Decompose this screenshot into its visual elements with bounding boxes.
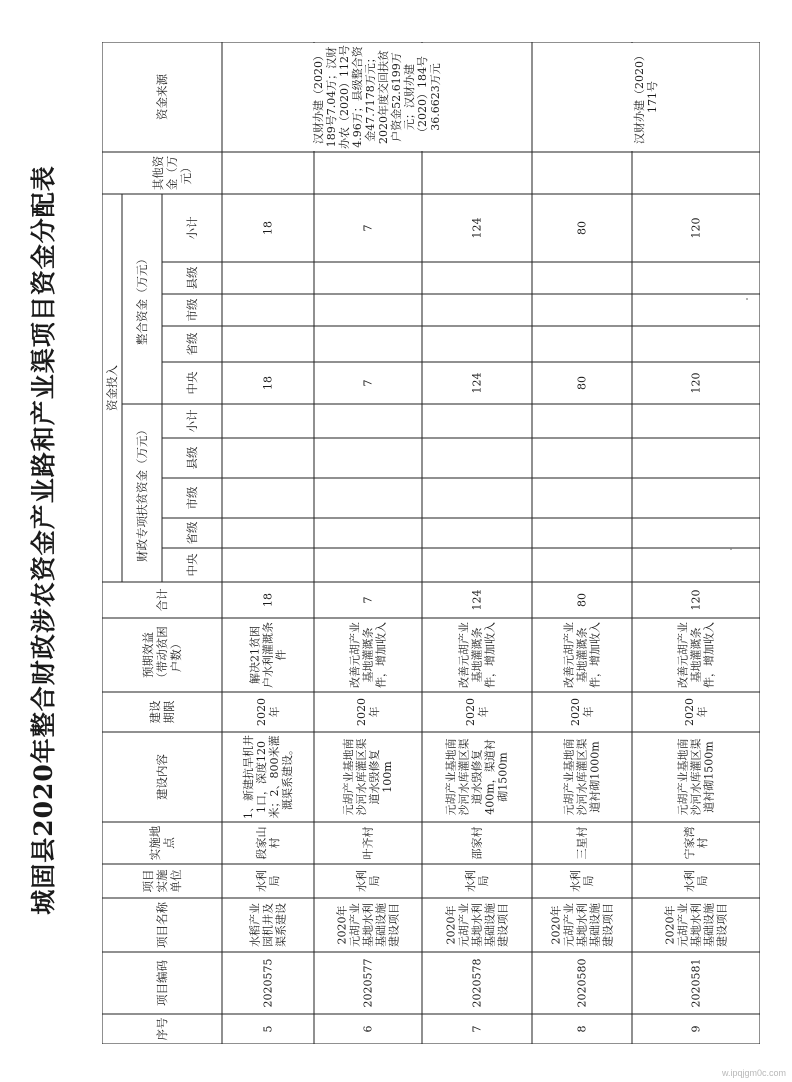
row-total	[532, 582, 632, 618]
source-group-1-text: 汉财办建（2020）189号7.04万；汉财办农（2020）112号4.96万；县级整合资金47.7178万元；2020年度交回扶贫户资金52.6199万元；汉财办建（2020）184号36.6623万元	[312, 45, 442, 149]
row-unit	[314, 864, 422, 898]
row-content-text: 元胡产业基地南沙河水库灌区渠道衬砌1000m	[562, 738, 602, 816]
header-investment	[102, 194, 122, 582]
header-unit	[102, 864, 222, 898]
header-other-cap	[102, 152, 122, 194]
row-integrated-subtotal-text: 80	[575, 221, 589, 235]
row-integrated-subtotal	[532, 194, 632, 262]
header-f-central-text: 中央	[185, 553, 199, 577]
row-integrated-subtotal-text: 120	[689, 217, 703, 239]
row-integrated-central	[222, 362, 314, 404]
row-content-text: 元胡产业基地南沙河水库灌区渠道水毁修复400m，渠道衬砌1500m	[444, 738, 510, 816]
header-int-muni	[162, 294, 222, 326]
row-location	[222, 822, 314, 864]
header-int-central	[162, 362, 222, 404]
row-integrated-central	[422, 362, 532, 404]
row-code-text: 2020578	[470, 958, 484, 1008]
row-total	[314, 582, 422, 618]
row-content-text: 元胡产业基地南沙河水库灌区渠道水毁修复100m	[342, 738, 394, 816]
row-period	[314, 692, 422, 732]
scan-speck	[746, 298, 748, 300]
row-total-text: 80	[575, 593, 589, 607]
header-int-central-text: 中央	[185, 371, 199, 395]
row-name-text: 2020年元胡产业基地水利基础设施建设项目	[549, 903, 615, 947]
header-f-central	[162, 548, 222, 582]
row-location-text: 三星村	[575, 826, 589, 860]
row-content	[532, 732, 632, 822]
header-code-text: 项目编码	[155, 960, 169, 1006]
row-unit-text: 水利局	[683, 870, 709, 892]
row-total	[422, 582, 532, 618]
row-seq	[532, 1014, 632, 1044]
header-fiscal-group	[122, 404, 162, 582]
row-period-text: 2020年	[569, 698, 595, 726]
row-code-text: 2020580	[575, 958, 589, 1008]
header-f-county-text: 县级	[185, 446, 199, 470]
row-integrated-subtotal	[314, 194, 422, 262]
row-seq-text: 9	[689, 1025, 703, 1033]
row-unit	[632, 864, 760, 898]
header-code	[102, 952, 222, 1014]
header-investment-text: 资金投入	[105, 365, 119, 411]
row-seq	[422, 1014, 532, 1044]
row-name-text: 2020年元胡产业基地水利基础设施建设项目	[663, 903, 729, 947]
header-location	[102, 822, 222, 864]
row-code	[422, 952, 532, 1014]
row-name	[422, 898, 532, 952]
header-int-sub-text: 小计	[185, 216, 199, 240]
row-code	[532, 952, 632, 1014]
header-int-prov-text: 省级	[185, 332, 199, 356]
allocation-table	[102, 42, 760, 1044]
row-location	[632, 822, 760, 864]
row-integrated-central-text: 7	[361, 379, 375, 387]
row-benefit-text: 改善元胡产业基地灌溉条件，增加收入	[348, 622, 388, 688]
header-integrated-group	[122, 194, 162, 404]
header-other	[122, 152, 222, 194]
row-seq-text: 7	[470, 1025, 484, 1033]
row-location	[422, 822, 532, 864]
header-seq-text: 序号	[155, 1017, 169, 1041]
row-code-text: 2020577	[361, 958, 375, 1008]
row-benefit	[532, 618, 632, 692]
row-name-text: 2020年元胡产业基地水利基础设施建设项目	[444, 903, 510, 947]
row-integrated-central-text: 80	[575, 376, 589, 390]
row-integrated-subtotal	[222, 194, 314, 262]
header-unit-text: 项目实施单位	[141, 869, 183, 893]
header-int-prov	[162, 326, 222, 362]
header-f-prov	[162, 518, 222, 548]
header-content-text: 建设内容	[155, 754, 169, 800]
row-period	[532, 692, 632, 732]
row-content	[422, 732, 532, 822]
row-seq	[632, 1014, 760, 1044]
header-seq	[102, 1014, 222, 1044]
row-unit-text: 水利局	[464, 870, 490, 892]
header-int-county	[162, 262, 222, 294]
row-period-text: 2020年	[464, 698, 490, 726]
row-benefit	[422, 618, 532, 692]
row-seq-text: 6	[361, 1025, 375, 1033]
header-period-text: 建设期限	[148, 700, 176, 724]
row-location	[532, 822, 632, 864]
row-benefit-text: 改善元胡产业基地灌溉条件，增加收入	[562, 622, 602, 688]
row-code	[632, 952, 760, 1014]
row-benefit	[222, 618, 314, 692]
row-name	[314, 898, 422, 952]
document-title: 城固县2020年整合财政涉农资金产业路和产业渠项目资金分配表	[29, 165, 58, 915]
header-f-muni	[162, 478, 222, 518]
header-int-muni-text: 市级	[185, 298, 199, 322]
header-f-county	[162, 438, 222, 478]
row-integrated-subtotal-text: 7	[361, 224, 375, 232]
row-content	[632, 732, 760, 822]
header-f-sub	[162, 404, 222, 438]
row-code-text: 2020575	[261, 958, 275, 1008]
watermark-text: w.ipqjgm0c.com	[721, 1068, 786, 1078]
row-seq-text: 8	[575, 1025, 589, 1033]
header-int-county-text: 县级	[185, 266, 199, 290]
header-f-sub-text: 小计	[185, 409, 199, 433]
header-source-text: 资金来源	[155, 74, 169, 120]
row-integrated-central	[532, 362, 632, 404]
source-group-1	[222, 42, 532, 152]
row-name-text: 水稻产业园机井及渠系建设	[248, 903, 288, 947]
header-total-text: 合计	[155, 588, 169, 612]
header-period	[102, 692, 222, 732]
header-fiscal-group-text: 财政专项扶贫资金（万元）	[135, 424, 149, 562]
row-location	[314, 822, 422, 864]
header-int-sub	[162, 194, 222, 262]
row-period-text: 2020年	[355, 698, 381, 726]
row-benefit-text: 改善元胡产业基地灌溉条件，增加收入	[457, 622, 497, 688]
header-benefit	[102, 618, 222, 692]
row-benefit-text: 解决21贫困户水利灌溉条件	[248, 622, 288, 688]
row-name	[222, 898, 314, 952]
row-location-text: 宁家湾村	[683, 826, 709, 860]
row-seq	[222, 1014, 314, 1044]
header-integrated-group-text: 整合资金（万元）	[135, 253, 149, 345]
row-period-text: 2020年	[683, 698, 709, 726]
row-integrated-subtotal-text: 18	[261, 221, 275, 235]
row-name-text: 2020年元胡产业基地水利基础设施建设项目	[335, 903, 401, 947]
row-period	[422, 692, 532, 732]
row-unit-text: 水利局	[255, 870, 281, 892]
row-unit	[422, 864, 532, 898]
row-code-text: 2020581	[689, 958, 703, 1008]
row-integrated-subtotal	[632, 194, 760, 262]
row-integrated-subtotal	[422, 194, 532, 262]
row-benefit	[314, 618, 422, 692]
header-source	[102, 42, 222, 152]
row-integrated-central-text: 124	[470, 372, 484, 394]
row-integrated-central	[314, 362, 422, 404]
header-content	[102, 732, 222, 822]
row-total-text: 7	[361, 596, 375, 604]
header-total	[102, 582, 222, 618]
row-unit-text: 水利局	[355, 870, 381, 892]
row-location-text: 邵家村	[470, 826, 484, 860]
row-total	[632, 582, 760, 618]
row-location-text: 段家山村	[255, 826, 281, 860]
row-location-text: 叶齐村	[361, 826, 375, 860]
header-f-prov-text: 省级	[185, 521, 199, 545]
row-content-text: 1、新建抗旱机井1口，深度120米；2、800米灌溉渠系建设。	[242, 735, 294, 819]
row-seq-text: 5	[261, 1025, 275, 1033]
row-name	[532, 898, 632, 952]
row-benefit-text: 改善元胡产业基地灌溉条件，增加收入	[676, 622, 716, 688]
header-name	[102, 898, 222, 952]
header-name-text: 项目名称	[155, 902, 169, 948]
row-total-text: 120	[689, 589, 703, 611]
row-code	[222, 952, 314, 1014]
header-f-muni-text: 市级	[185, 486, 199, 510]
scan-speck	[730, 548, 732, 550]
row-content	[314, 732, 422, 822]
row-content	[222, 732, 314, 822]
header-location-text: 实施地点	[148, 825, 176, 861]
row-total	[222, 582, 314, 618]
row-total-text: 124	[470, 589, 484, 611]
row-integrated-central-text: 120	[689, 372, 703, 394]
row-unit-text: 水利局	[569, 870, 595, 892]
header-other-text: 其他资金（万元）	[151, 155, 193, 191]
row-unit	[222, 864, 314, 898]
row-integrated-central	[632, 362, 760, 404]
row-name	[632, 898, 760, 952]
row-total-text: 18	[261, 593, 275, 607]
row-period-text: 2020年	[255, 698, 281, 726]
row-code	[314, 952, 422, 1014]
row-content-text: 元胡产业基地南沙河水库灌区渠道衬砌1500m	[676, 738, 716, 816]
source-group-2	[532, 42, 760, 152]
source-group-2-text: 汉财办建（2020）171号	[633, 50, 659, 144]
row-period	[222, 692, 314, 732]
row-period	[632, 692, 760, 732]
row-integrated-subtotal-text: 124	[470, 217, 484, 239]
header-benefit-text: 预期效益（带动贫困户数）	[141, 626, 183, 684]
row-seq	[314, 1014, 422, 1044]
row-unit	[532, 864, 632, 898]
row-benefit	[632, 618, 760, 692]
row-integrated-central-text: 18	[261, 376, 275, 390]
